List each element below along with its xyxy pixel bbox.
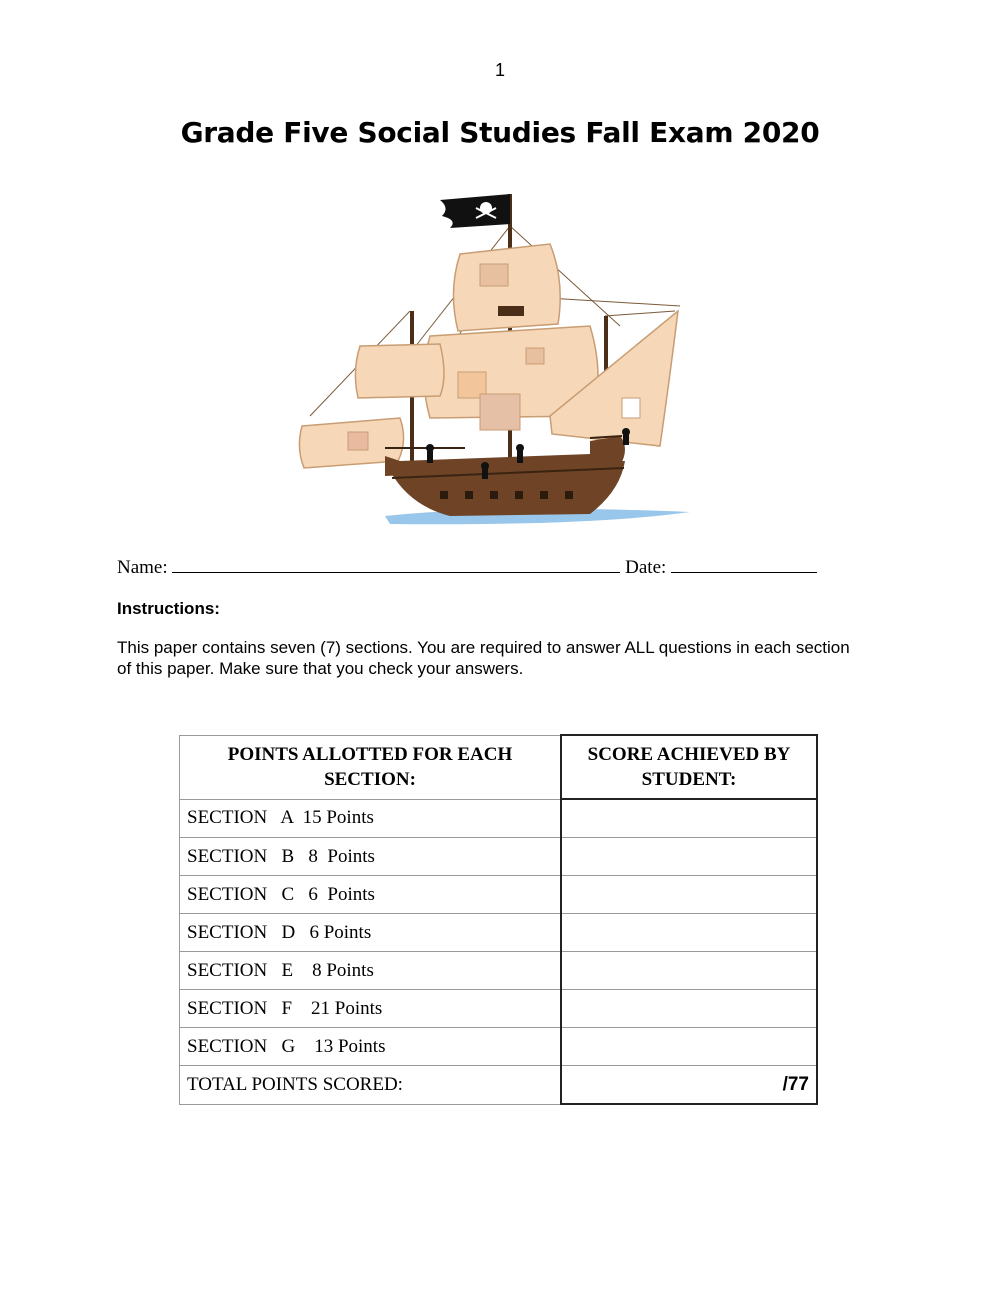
total-label: TOTAL POINTS SCORED: — [180, 1066, 562, 1105]
points-allotted-header: POINTS ALLOTTED FOR EACH SECTION: — [180, 735, 562, 799]
table-row — [180, 990, 818, 1028]
section-g-label: SECTION G 13 Points — [180, 1028, 562, 1066]
section-f-label: SECTION F 21 Points — [180, 990, 562, 1028]
table-row — [180, 914, 818, 952]
instructions-heading: Instructions: — [117, 599, 220, 618]
section-c-score-cell[interactable] — [561, 876, 817, 914]
section-a-label: SECTION A 15 Points — [180, 799, 562, 838]
section-d-score-cell[interactable] — [561, 914, 817, 952]
total-score-cell[interactable]: /77 — [561, 1066, 817, 1105]
table-row — [180, 799, 818, 838]
date-field[interactable] — [671, 556, 817, 573]
section-f-score-cell[interactable] — [561, 990, 817, 1028]
score-achieved-header: SCORE ACHIEVED BY STUDENT: — [561, 735, 817, 799]
score-table — [179, 734, 818, 1105]
section-a-score-cell[interactable] — [561, 799, 817, 838]
table-row — [180, 876, 818, 914]
pirate-ship-icon — [290, 186, 710, 531]
section-b-score-cell[interactable] — [561, 838, 817, 876]
table-row — [180, 952, 818, 990]
table-row — [180, 838, 818, 876]
section-b-label: SECTION B 8 Points — [180, 838, 562, 876]
table-header-row — [180, 735, 818, 799]
name-field[interactable] — [172, 556, 620, 573]
name-date-line — [117, 556, 877, 579]
date-label: Date: — [625, 557, 667, 578]
page-number: 1 — [494, 60, 505, 80]
table-row — [180, 1028, 818, 1066]
section-c-label: SECTION C 6 Points — [180, 876, 562, 914]
section-d-label: SECTION D 6 Points — [180, 914, 562, 952]
name-label: Name: — [117, 557, 168, 578]
section-e-score-cell[interactable] — [561, 952, 817, 990]
page-title: Grade Five Social Studies Fall Exam 2020 — [180, 116, 820, 149]
instructions-text: This paper contains seven (7) sections. You are required to answer ALL questions in each section of this paper. Make sure that you check your answers. — [117, 638, 850, 678]
section-g-score-cell[interactable] — [561, 1028, 817, 1066]
total-row — [180, 1066, 818, 1105]
section-e-label: SECTION E 8 Points — [180, 952, 562, 990]
